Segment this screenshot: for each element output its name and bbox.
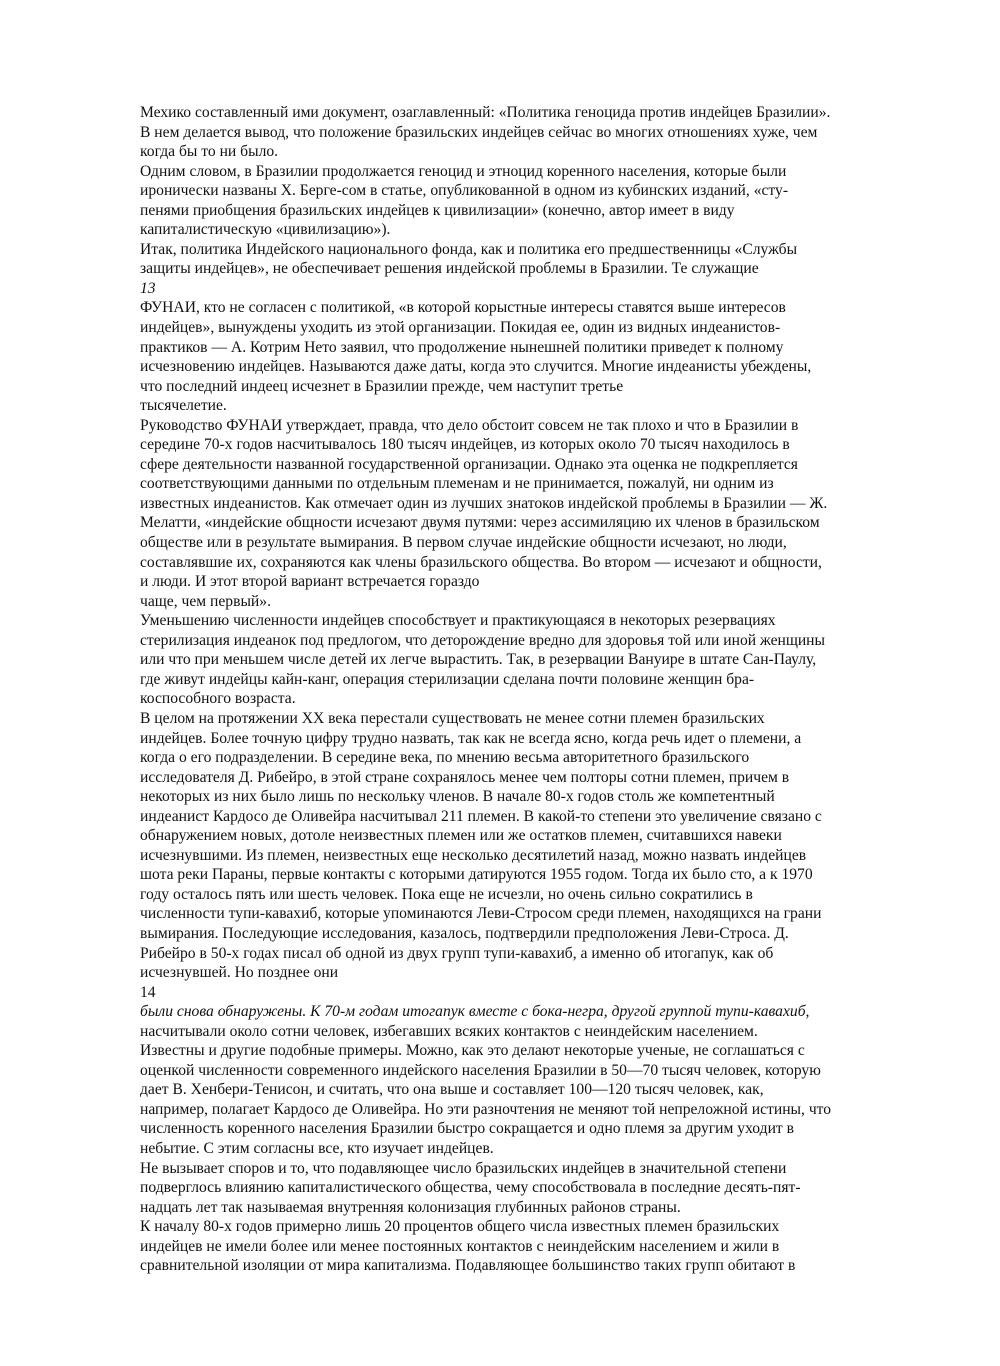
text-line: где живут индейцы кайн-канг, операция стерилизации сделана почти половине женщин бра- [140, 670, 755, 688]
text-line: или что при меньшем числе детей их легче вырастить. Так, в резервации Вануире в штате Сан-Паулу, [140, 651, 817, 669]
text-line: индейцев не имели более или менее постоянных контактов с неиндейским населением и жили в [140, 1237, 780, 1255]
text-line: шота реки Параны, первые контакты с которыми датируются 1955 годом. Тогда их было сто, а к 1970 [140, 866, 813, 884]
text-line: численности тупи-кавахиб, которые упоминаются Леви-Стросом среди племен, находящихся на грани [140, 905, 822, 923]
text-line: сфере деятельности названной государственной организации. Однако эта оценка не подкрепляется [140, 455, 798, 473]
text-line: середине 70-х годов насчитывалось 180 тысяч индейцев, из которых около 70 тысяч находилось в [140, 436, 790, 454]
text-line: В нем делается вывод, что положение бразильских индейцев сейчас во многих отношениях хуже, чем [140, 123, 818, 141]
text-line: Руководство ФУНАИ утверждает, правда, что дело обстоит совсем не так плохо и что в Бразилии в [140, 416, 799, 434]
text-line: насчитывали около сотни человек, избегавших всяких контактов с неиндейским населением. [140, 1022, 758, 1040]
text-line: когда бы то ни было. [140, 143, 279, 161]
text-line: 14 [140, 983, 156, 1001]
text-line: численность коренного населения Бразилии быстро сокращается и одно племя за другим уходит в [140, 1120, 794, 1138]
text-line: иронически названы X. Берге-сом в статье, опубликованной в одном из кубинских изданий, «сту- [140, 182, 789, 200]
text-line: индеанист Кардосо де Оливейра насчитывал 211 племен. В какой-то степени это увеличение связано с [140, 807, 822, 825]
text-line: надцать лет так называемая внутренняя колонизация глубинных районов страны. [140, 1198, 681, 1216]
text-line: стерилизация индеанок под предлогом, что деторождение вредно для здоровья той или иной женщины [140, 631, 826, 649]
text-line: К началу 80-х годов примерно лишь 20 процентов общего числа известных племен бразильских [140, 1218, 780, 1236]
text-line: индейцев. Более точную цифру трудно назвать, так как не всегда ясно, когда речь идет о племени, а [140, 729, 802, 747]
text-line: году осталось пять или шесть человек. Пока еще не исчезли, но очень сильно сократились в [140, 885, 753, 903]
text-line: исчезновению индейцев. Называются даже даты, когда это случится. Многие индеанисты убеждены, [140, 358, 812, 376]
text-line: индейцев», вынуждены уходить из этой организации. Покидая ее, один из видных индеанистов- [140, 319, 781, 337]
text-line: дает В. Хенбери-Тенисон, и считать, что она выше и составляет 100—120 тысяч человек, как, [140, 1081, 764, 1099]
page-number: были снова обнаружены. К 70-м годам итогапук вместе с бока-негра, другой группой тупи-кавахиб, [140, 1003, 810, 1021]
text-line: сравнительной изоляции от мира капитализма. Подавляющее большинство таких групп обитают в [140, 1257, 796, 1275]
text-line: Итак, политика Индейского национального фонда, как и политика его предшественницы «Службы [140, 240, 798, 258]
text-line [140, 1276, 900, 1296]
page-number: 13 [140, 279, 156, 297]
text-line: например, полагает Кардосо де Оливейра. Но эти разночтения не меняют той непреложной истины, что [140, 1100, 832, 1118]
text-line: Рибейро в 50-х годах писал об одной из двух групп тупи-кавахиб, а именно об итогапук, как об [140, 944, 774, 962]
text-line: коспособного возраста. [140, 690, 296, 708]
text-line: пенями приобщения бразильских индейцев к цивилизации» (конечно, автор имеет в виду [140, 201, 735, 219]
text-line: вымирания. Последующие исследования, казалось, подтвердили предположения Леви-Строса. Д. [140, 924, 789, 942]
text-line: Не вызывает споров и то, что подавляющее число бразильских индейцев в значительной степени [140, 1159, 787, 1177]
text-line: некоторых из них было лишь по нескольку членов. В начале 80-х годов столь же компетентный [140, 788, 775, 806]
text-line: известных индеанистов. Как отмечает один из лучших знатоков индейской проблемы в Бразилии — Ж. [140, 494, 828, 512]
text-line: Мехико составленный ими документ, озаглавленный: «Политика геноцида против индейцев Бразилии». [140, 104, 831, 121]
text-line: оценкой численности современного индейского населения Бразилии в 50—70 тысяч человек, которую [140, 1061, 821, 1079]
text-line: небытие. С этим согласны все, кто изучает индейцев. [140, 1139, 494, 1157]
text-line: что последний индеец исчезнет в Бразилии прежде, чем наступит третье [140, 377, 624, 395]
text-line: тысячелетие. [140, 397, 227, 415]
text-line: капиталистическую «цивилизацию»). [140, 221, 391, 239]
text-line: В целом на протяжении XX века перестали существовать не менее сотни племен бразильских [140, 709, 765, 727]
text-line: подверглось влиянию капиталистического общества, чему способствовала в последние десять-пят- [140, 1179, 801, 1197]
text-line: защиты индейцев», не обеспечивает решения индейской проблемы в Бразилии. Те служащие [140, 260, 759, 278]
text-line: Одним словом, в Бразилии продолжается геноцид и этноцид коренного населения, которые были [140, 162, 787, 180]
text-line: обнаружением новых, дотоле неизвестных племен или же остатков племен, считавшихся навеки [140, 827, 782, 845]
text-line: исчезнувшими. Из племен, неизвестных еще несколько десятилетий назад, можно назвать индейцев [140, 846, 807, 864]
text-line: практиков — А. Котрим Нето заявил, что продолжение нынешней политики приведет к полному [140, 338, 784, 356]
text-line: ФУНАИ, кто не согласен с политикой, «в которой корыстные интересы ставятся выше интересов [140, 299, 786, 317]
text-line: Уменьшению численности индейцев способствует и практикующаяся в некоторых резервациях [140, 612, 776, 630]
text-line: исследователя Д. Рибейро, в этой стране сохранялось менее чем полторы сотни племен, причем в [140, 768, 790, 786]
text-line: и люди. И этот второй вариант встречается гораздо [140, 573, 480, 591]
body-text [140, 103, 900, 1295]
text-line: когда о его подразделении. В середине века, по мнению весьма авторитетного бразильского [140, 749, 750, 767]
text-line: соответствующими данными по отдельным племенам и не принимается, пожалуй, ни одним из [140, 475, 774, 493]
text-line: обществе или в результате вымирания. В первом случае индейские общности исчезают, но люди, [140, 534, 787, 552]
text-line: чаще, чем первый». [140, 592, 271, 610]
text-line: исчезнувшей. Но позднее они [140, 964, 339, 982]
text-line: Известны и другие подобные примеры. Можно, как это делают некоторые ученые, не соглашаться с [140, 1042, 805, 1060]
text-line: составлявшие их, сохраняются как члены бразильского общества. Во втором — исчезают и общности, [140, 553, 822, 571]
text-line: Мелатти, «индейские общности исчезают двумя путями: через ассимиляцию их членов в бразильском [140, 514, 820, 532]
